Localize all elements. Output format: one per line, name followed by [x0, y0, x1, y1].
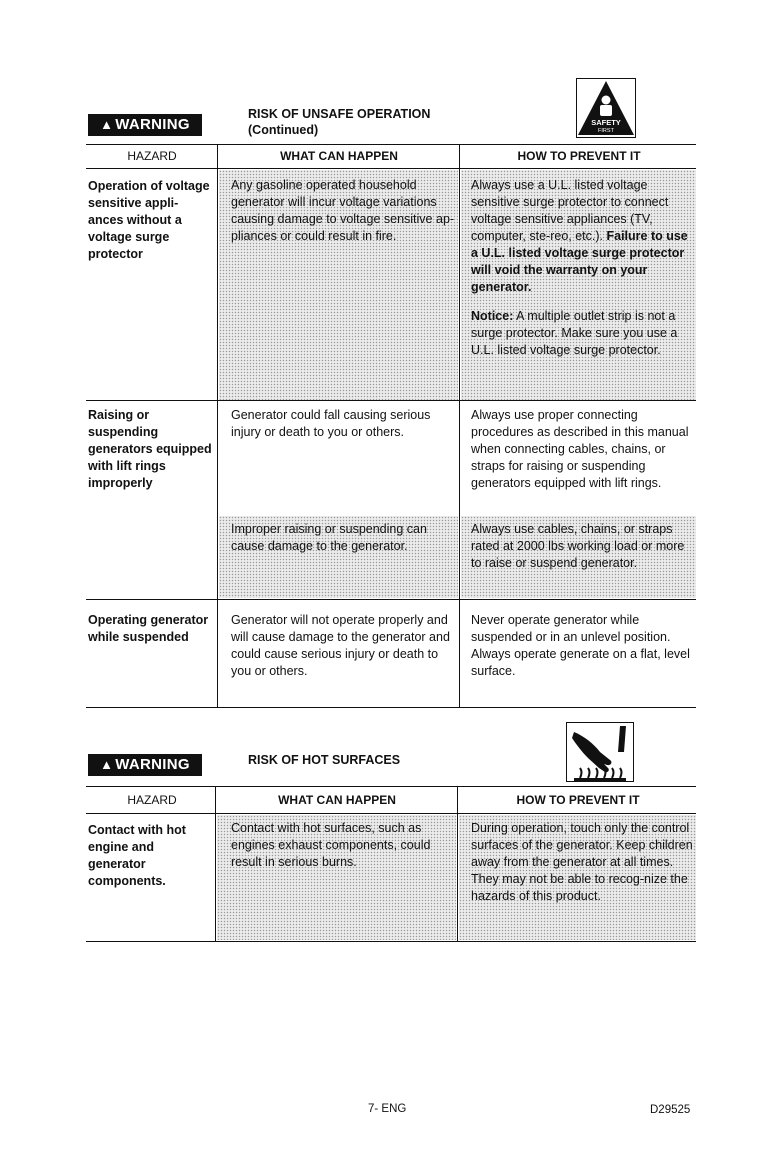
header-how-to-prevent: HOW TO PREVENT IT — [517, 149, 641, 163]
table2-top-rule — [86, 786, 696, 787]
table1-header-rule — [86, 168, 696, 169]
header-hazard: HAZARD — [127, 793, 177, 807]
section-title: RISK OF HOT SURFACES — [248, 753, 401, 767]
warning-badge: ▲ WARNING — [88, 114, 202, 136]
table2-divider-1 — [215, 787, 216, 941]
how-row-2: Always use proper connecting procedures as described in this manual when connecting cables, chains, or straps for raising or suspending generators equipped with lift rings. — [471, 408, 689, 490]
row-rule-1 — [86, 400, 696, 401]
header-what-can-happen: WHAT CAN HAPPEN — [280, 149, 398, 163]
what-row-2: Generator could fall causing serious injury or death to you or others. — [231, 408, 431, 439]
header-what-can-happen: WHAT CAN HAPPEN — [278, 793, 396, 807]
svg-text:FIRST: FIRST — [598, 128, 614, 134]
how-row-2b: Always use cables, chains, or straps rated at 2000 lbs working load or more to raise or suspend generator. — [461, 516, 696, 598]
table1-divider-2 — [459, 145, 460, 707]
warning-badge: ▲ WARNING — [88, 754, 202, 776]
svg-text:SAFETY: SAFETY — [591, 118, 621, 127]
hot-surface-icon — [566, 722, 634, 782]
how-row-3: Never operate generator while suspended or in an unlevel position. Always operate generate on a flat, level surface. — [471, 613, 690, 678]
table2-bottom-rule — [86, 941, 696, 942]
hazard-row-3: Operating generator while suspended — [88, 613, 209, 644]
table1-top-rule — [86, 144, 696, 145]
table2-divider-2 — [457, 787, 458, 941]
what-row-hot: Contact with hot surfaces, such as engines exhaust components, could result in serious burns. — [217, 815, 456, 940]
table1-divider-1 — [217, 145, 218, 707]
document-code: D29525 — [650, 1104, 691, 1116]
table1-bottom-rule — [86, 707, 696, 708]
section-title: RISK OF UNSAFE OPERATION (Continued) — [248, 107, 431, 137]
safety-first-icon — [576, 78, 636, 138]
hazard-row-2: Raising or suspending generators equipped with lift rings improperly — [88, 408, 212, 490]
warning-triangle-icon: ▲ — [100, 117, 114, 132]
how-row-hot: During operation, touch only the control surfaces of the generator. Keep children away from the generator at all times. They may not be able to recog-nize the hazards of this product. — [459, 815, 696, 940]
what-row-2b: Improper raising or suspending can cause damage to the generator. — [219, 516, 458, 598]
header-how-to-prevent: HOW TO PREVENT IT — [516, 793, 640, 807]
table2-header-rule — [86, 813, 696, 814]
header-hazard: HAZARD — [127, 149, 177, 163]
what-row-3: Generator will not operate properly and will cause damage to the generator and could cause serious injury or death to you or others. — [231, 613, 450, 678]
page-number: 7- ENG — [368, 1103, 407, 1115]
hazard-row-1: Operation of voltage sensitive appli-ances without a voltage surge protector — [88, 179, 210, 261]
how-row-1: Always use a U.L. listed voltage sensitive surge protector to connect voltage sensitive appliances (TV, computer, ste-reo, etc.). Failure to use a U.L. listed voltage surge protector will void the warranty on your generator. Notice: A multiple outlet strip is not a surge protector. Make sure you use a U.L. listed voltage surge protector. — [461, 170, 696, 400]
warning-triangle-icon: ▲ — [100, 757, 114, 772]
row-rule-2 — [86, 599, 696, 600]
hazard-row-hot: Contact with hot engine and generator components. — [88, 823, 186, 888]
what-row-1: Any gasoline operated household generator will incur voltage variations causing damage to voltage sensitive ap-pliances or could result in fire. — [219, 170, 458, 400]
